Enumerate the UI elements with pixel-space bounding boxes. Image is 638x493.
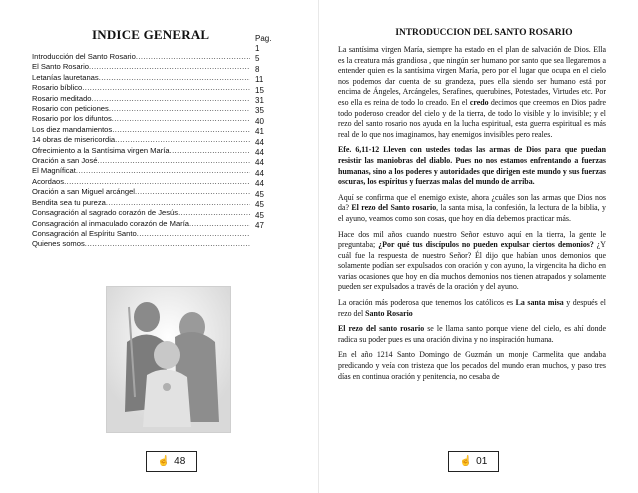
index-dot-leader: [92, 94, 250, 104]
index-entry-title: Oración a san Miguel arcángel: [32, 187, 135, 197]
holy-family-picture: [106, 286, 231, 433]
index-entry: [32, 62, 250, 72]
intro-title: INTRODUCCION DEL SANTO ROSARIO: [395, 28, 573, 38]
right-page: [319, 0, 638, 493]
index-entry-page: 45: [255, 210, 264, 220]
page-number: 48: [174, 456, 186, 467]
index-entry: [32, 94, 250, 104]
index-entry: [32, 146, 250, 156]
index-entry-title: 14 obras de misericordia: [32, 135, 116, 145]
index-entry-title: Introducción del Santo Rosario: [32, 52, 136, 61]
paragraph-text: Aquí se confirma que el enemigo existe, ahora ¿cuáles son las armas que Dios nos da?: [338, 192, 606, 213]
index-dot-leader: [135, 187, 250, 197]
index-entry-title: Rosario con peticiones: [32, 104, 109, 114]
index-entry: [32, 229, 250, 239]
index-entry-title: Los diez mandamientos: [32, 124, 113, 134]
index-entry: [32, 156, 250, 166]
index-entry-title: El Magníficat: [32, 166, 76, 176]
index-entry-page: 44: [255, 179, 264, 189]
hand-pointing-icon: ☝: [157, 455, 171, 467]
index-dot-leader: [189, 219, 250, 229]
intro-paragraph: [338, 350, 606, 382]
index-entry-page: 44: [255, 158, 264, 168]
index-entry-title: Ofrecimiento a la Santísima virgen María: [32, 145, 170, 155]
intro-body: [338, 45, 606, 387]
index-title: INDICE GENERAL: [92, 27, 210, 42]
index-dot-leader: [170, 146, 250, 156]
paragraph-text: se le llama santo porque viene del cielo, es ahí donde radica su poder pues es una oración divina y no inspiración humana.: [338, 324, 606, 344]
intro-paragraph: [338, 324, 606, 345]
index-entry-page: 45: [255, 200, 264, 210]
index-page-numbers: [255, 44, 264, 231]
intro-paragraph: [338, 298, 606, 319]
paragraph-text: y después el rezo del: [338, 298, 606, 318]
bold-text: El rezo del Santo rosario: [351, 203, 437, 213]
paragraph-text: decimos que creemos en Dios padre todo poderoso creador del cielo y de la tierra, de todo lo visible y lo invisible; y el rezo del santo rosario nos ayuda en la lucha espiritual, esta guerra espiritual es más real de lo que nos imaginamos, hay enemigos invisibles pero reales.: [338, 97, 606, 139]
paragraph-text: Hace dos mil años cuando nuestro Señor estuvo aquí en la tierra, la gente le preguntaba;: [338, 229, 606, 250]
index-dot-leader: [136, 52, 250, 62]
page-number-box-01: [448, 451, 499, 472]
index-entry-page: 8: [255, 64, 260, 74]
index-dot-leader: [64, 177, 250, 187]
bold-text: ¿Por qué tus discípulos no pueden expulsar ciertos demonios?: [378, 240, 594, 250]
index-dot-leader: [85, 239, 250, 249]
index-entry: [32, 104, 250, 114]
bold-text: La santa misa: [515, 298, 564, 308]
index-entry: [32, 73, 250, 83]
index-entry: [32, 114, 250, 124]
index-entry: [32, 187, 250, 197]
index-dot-leader: [115, 135, 250, 145]
index-entry: [32, 52, 250, 62]
index-dot-leader: [112, 114, 250, 124]
paragraph-text: En el año 1214 Santo Domingo de Guzmán un monje Carmelita que andaba predicando y veía con tristeza que los pecados del mundo eran muchos, y paso tres días en continua oración y penitencia, no cesaba de: [338, 350, 606, 381]
index-entry: [32, 177, 250, 187]
paragraph-text: La santísima virgen María, siempre ha estado en el plan de salvación de Dios. Ella es la creatura más grandiosa , que ningún ser humano por santo que sea llegaremos a entender quien es la santísima virgen María, pero por el lugar que ocupa en el cielo nos podemos dar cuenta de su grandeza, pues ella siendo ser humano está por encima de Ángeles, Arcángeles, Serafines, querubines, Potestades, Virtudes etc. Por eso ella es reina de todo lo creado. En el: [338, 45, 606, 107]
intro-paragraph: [338, 45, 606, 140]
index-entry-page: 47: [255, 220, 264, 230]
index-entry: [32, 219, 250, 229]
index-entry-title: Rosario por los difuntos: [32, 114, 112, 124]
index-entry-title: Consagración al inmaculado corazón de María: [32, 218, 190, 228]
index-dot-leader: [106, 198, 250, 208]
index-entry-title: Acordaos: [32, 176, 65, 186]
index-entry-title: Rosario bíblico: [32, 83, 83, 93]
index-dot-leader: [76, 166, 250, 176]
index-entry-title: Bendita sea tu pureza: [32, 197, 106, 207]
page-number: 01: [476, 456, 488, 467]
index-entry-page: 41: [255, 127, 264, 137]
intro-paragraph: [338, 193, 606, 225]
index-entry-title: Rosario meditado: [32, 93, 92, 103]
paragraph-text: La oración más poderosa que tenemos los católicos es: [338, 298, 516, 308]
index-entry: [32, 208, 250, 218]
index-entry: [32, 135, 250, 145]
index-dot-leader: [89, 62, 250, 72]
pag-label: Pag.: [255, 34, 272, 43]
intro-paragraph: [338, 230, 606, 294]
hand-pointing-icon: ☝: [459, 455, 473, 467]
paragraph-text: ¿Y cuál fue la respuesta de nuestro Señor? Él dijo que habían unos demonios que solamente podían ser expulsados con oración y con ayuno, la virgencita ha dicho en varias ocasiones que hoy en día muchos demonios nos tienen atrapados y solamente pueden ser expulsados a través de la oración y del ayuno.: [338, 240, 606, 292]
index-entry-page: 15: [255, 85, 264, 95]
index-entry-page: 31: [255, 96, 264, 106]
index-dot-leader: [109, 104, 250, 114]
index-entry: [32, 166, 250, 176]
index-dot-leader: [97, 156, 250, 166]
index-dot-leader: [112, 125, 250, 135]
index-entry: [32, 125, 250, 135]
index-dot-leader: [137, 229, 250, 239]
bold-text: Efe. 6,11-12 Lleven con ustedes todas las armas de Dios para que puedan resistir las maniobras del diablo. Pues no nos estamos enfrentando a fuerzas humanas, sino a los poderes y autoridades que dirigen este mundo y sus fuerzas oscuras, los espíritus y fuerzas malas del mundo de arriba.: [338, 145, 606, 187]
index-entry-page: 5: [255, 54, 260, 64]
index-entry-page: 1: [255, 44, 260, 53]
index-entry: [32, 198, 250, 208]
index-entry: [32, 239, 250, 249]
bold-text: Santo Rosario: [365, 308, 413, 318]
paragraph-text: , la santa misa, la confesión, la lectura de la biblia, y el ayuno, veamos como son cosas, que hoy en día debemos practicar más.: [338, 203, 606, 223]
index-entry-page: 35: [255, 106, 264, 116]
index-entry-page: 40: [255, 116, 264, 126]
index-list: [32, 52, 250, 250]
index-entry-title: Letanías lauretanas: [32, 72, 99, 82]
index-entry: [32, 83, 250, 93]
index-dot-leader: [99, 73, 250, 83]
index-dot-leader: [178, 208, 250, 218]
bold-text: credo: [469, 97, 489, 107]
index-entry-title: Oración a san José: [32, 156, 98, 166]
index-entry-page: 44: [255, 137, 264, 147]
intro-paragraph: [338, 145, 606, 187]
page-number-box-48: [146, 451, 197, 472]
index-entry-title: Quienes somos: [32, 239, 85, 249]
index-entry-page: 44: [255, 148, 264, 158]
index-entry-page: 45: [255, 189, 264, 199]
index-entry-title: Consagración al Espíritu Santo: [32, 228, 137, 238]
index-entry-page: 44: [255, 168, 264, 178]
index-entry-title: Consagración al sagrado corazón de Jesús: [32, 208, 179, 218]
index-dot-leader: [82, 83, 250, 93]
bold-text: El rezo del santo rosario: [338, 324, 425, 334]
index-entry-title: El Santo Rosario: [32, 62, 89, 72]
index-entry-page: 11: [255, 75, 264, 85]
